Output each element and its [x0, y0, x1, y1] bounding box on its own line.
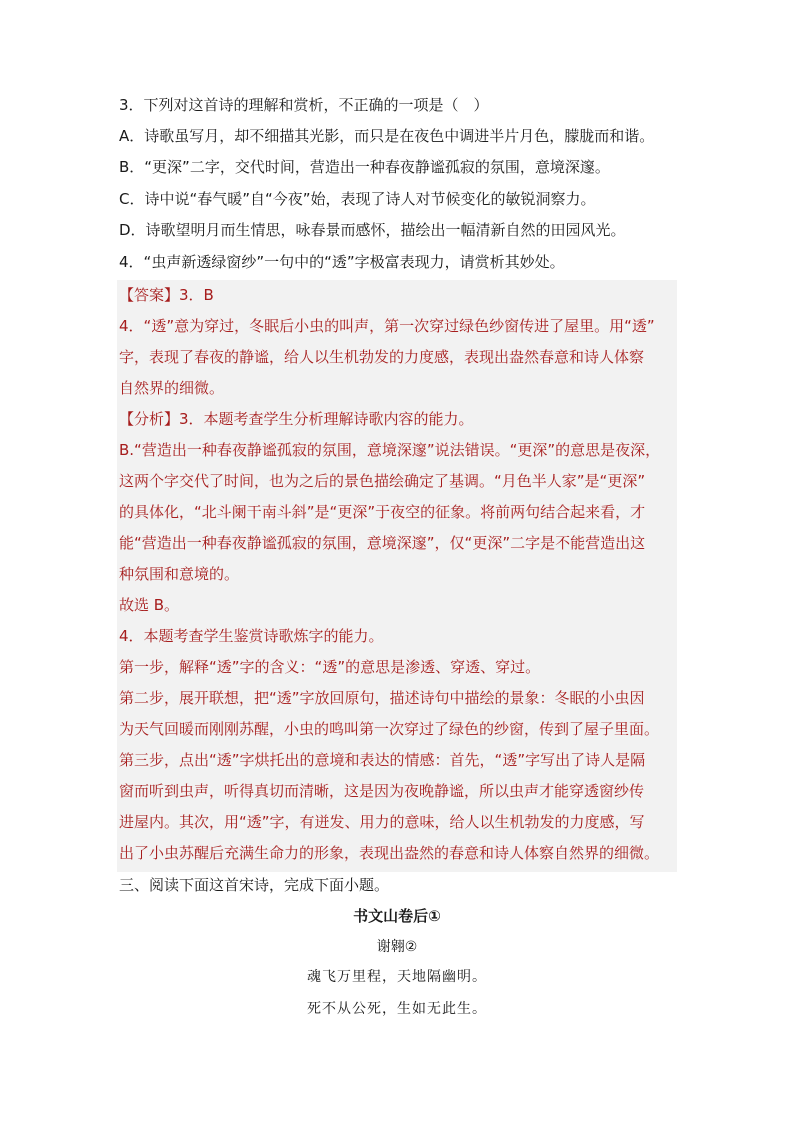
question-4-stem: 4．“虫声新透绿窗纱”一句中的“透”字极富表现力，请赏析其妙处。 — [119, 253, 565, 271]
answer-label: 【答案】 — [119, 286, 180, 304]
poem-title: 书文山卷后① — [353, 907, 441, 925]
analysis-line-10: 为天气回暖而刚刚苏醒，小虫的鸣叫第一次穿过了绿色的纱窗，传到了屋子里面。 — [119, 720, 660, 738]
option-d: D．诗歌望明月而生情思，咏春景而感怀，描绘出一幅清新自然的田园风光。 — [119, 221, 626, 239]
analysis-line-9: 第二步，展开联想，把“透”字放回原句，描述诗句中描绘的景象：冬眠的小虫因 — [119, 689, 645, 707]
answer-3: 3．B — [179, 286, 214, 304]
poem-author: 谢翱② — [376, 939, 418, 955]
answer-4-line-3: 自然界的细微。 — [119, 379, 225, 397]
analysis-line-6: 故选 B。 — [119, 596, 180, 614]
analysis-line-14: 出了小虫苏醒后充满生命力的形象，表现出盎然的春意和诗人体察自然界的细微。 — [119, 844, 660, 862]
analysis-line — [119, 404, 679, 435]
analysis-line-8: 第一步，解释“透”字的含义：“透”的意思是渗透、穿透、穿过。 — [119, 658, 541, 676]
answer-4-line-2: 字，表现了春夜的静谧，给人以生机勃发的力度感，表现出盎然春意和诗人体察 — [119, 348, 645, 366]
analysis-line-12: 窗而听到虫声，听得真切而清晰，这是因为夜晚静谧，所以虫声才能穿透窗纱传 — [119, 782, 645, 800]
section-3-heading: 三、阅读下面这首宋诗，完成下面小题。 — [119, 876, 390, 894]
poem-line-1: 魂飞万里程，天地隔幽明。 — [307, 969, 487, 985]
option-a: A．诗歌虽写月，却不细描其光影，而只是在夜色中调进半片月色，朦胧而和谐。 — [119, 127, 655, 145]
analysis-line-7: 4．本题考查学生鉴赏诗歌炼字的能力。 — [119, 627, 384, 645]
analysis-line-2: 这两个字交代了时间，也为之后的景色描绘确定了基调。“月色半人家”是“更深” — [119, 472, 646, 490]
analysis-line-3: 的具体化，“北斗阑干南斗斜”是“更深”于夜空的征象。将前两句结合起来看，才 — [119, 503, 646, 521]
analysis-line-1: B.“营造出一种春夜静谧孤寂的氛围，意境深邃”说法错误。“更深”的意思是夜深， — [119, 441, 661, 459]
question-3-stem: 3．下列对这首诗的理解和赏析，不正确的一项是（ ） — [119, 96, 489, 114]
option-b: B．“更深”二字，交代时间，营造出一种春夜静谧孤寂的氛围，意境深邃。 — [119, 158, 610, 176]
answer-line — [119, 280, 679, 311]
answer-4-line-1: 4．“透”意为穿过，冬眠后小虫的叫声，第一次穿过绿色纱窗传进了屋里。用“透” — [119, 317, 655, 335]
analysis-line-5: 种氛围和意境的。 — [119, 565, 240, 583]
analysis-line-13: 进屋内。其次，用“透”字，有迸发、用力的意味，给人以生机勃发的力度感，写 — [119, 813, 645, 831]
poem-line-2: 死不从公死，生如无此生。 — [307, 1001, 487, 1017]
option-c: C．诗中说“春气暖”自“今夜”始，表现了诗人对节候变化的敏锐洞察力。 — [119, 190, 596, 208]
analysis-3-heading: 3．本题考查学生分析理解诗歌内容的能力。 — [179, 410, 474, 428]
analysis-line-11: 第三步，点出“透”字烘托出的意境和表达的情感：首先，“透”字写出了诗人是隔 — [119, 751, 646, 769]
analysis-line-4: 能“营造出一种春夜静谧孤寂的氛围，意境深邃”，仅“更深”二字是不能营造出这 — [119, 534, 646, 552]
analysis-label: 【分析】 — [119, 410, 180, 428]
